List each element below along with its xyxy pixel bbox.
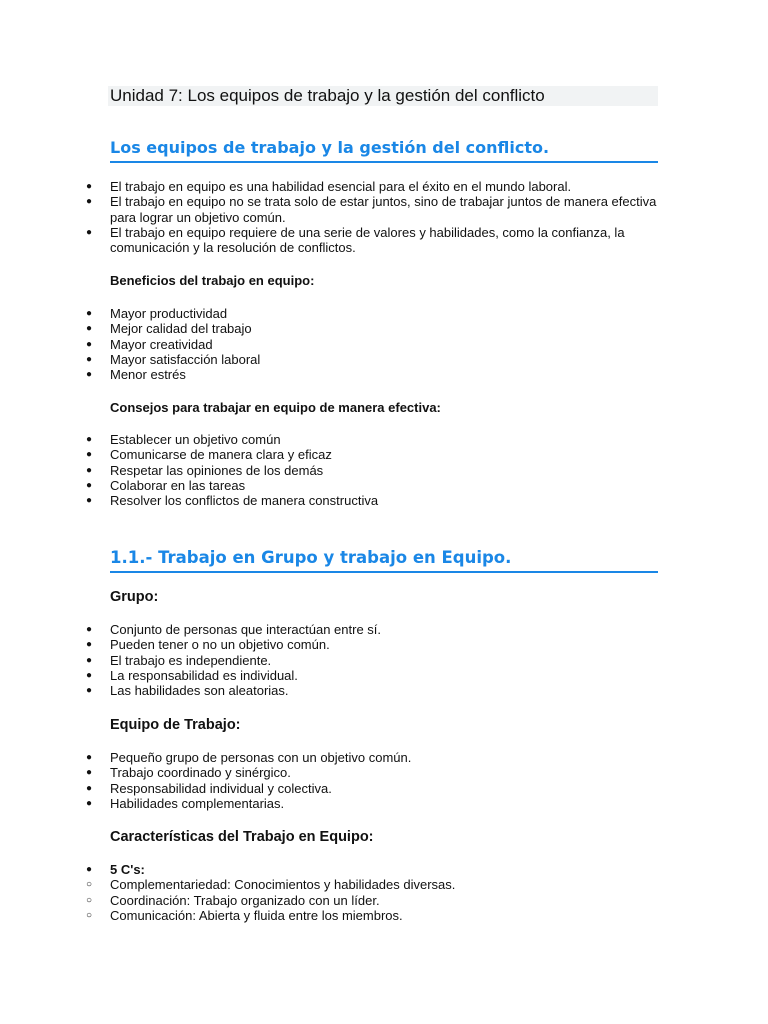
list-item: ● Colaborar en las tareas [86, 477, 246, 493]
bullet-icon: ● [86, 479, 93, 491]
list-item: ● La responsabilidad es individual. [86, 667, 298, 683]
team-list [0, 750, 768, 811]
bullet-icon: ● [86, 767, 93, 779]
list-item: ● El trabajo es independiente. [86, 652, 272, 668]
bullet-icon: ● [86, 654, 93, 666]
bullet-icon: ● [86, 797, 93, 809]
section-heading-equipos: Los equipos de trabajo y la gestión del conflicto. [110, 138, 658, 163]
list-item: ● Establecer un objetivo común [86, 432, 281, 447]
hollow-bullet-icon: ○ [86, 879, 93, 891]
bullet-icon: ● [86, 752, 93, 763]
list-item: ● El trabajo en equipo requiere de una serie de valores y habilidades, como la confianza, la comunicación y la resolución de conflictos. [86, 224, 625, 256]
bullet-icon: ● [86, 624, 93, 635]
bullet-icon: ● [86, 369, 93, 381]
bullet-icon: ● [86, 226, 93, 238]
bullet-icon: ● [86, 181, 93, 192]
benefits-list [0, 306, 768, 382]
group-list [0, 622, 768, 698]
list-item: ● Respetar las opiniones de los demás [86, 462, 324, 478]
unit-title: Unidad 7: Los equipos de trabajo y la gestión del conflicto [110, 86, 545, 105]
list-item: ● Comunicarse de manera clara y eficaz [86, 447, 332, 463]
list-item: ● Pueden tener o no un objetivo común. [86, 637, 330, 653]
benefits-label: Beneficios del trabajo en equipo: [110, 273, 315, 288]
list-item: ● Mayor satisfacción laboral [86, 351, 261, 367]
list-item: ● Responsabilidad individual y colectiva. [86, 780, 332, 796]
bullet-icon: ● [86, 196, 93, 208]
bullet-icon: ● [86, 782, 93, 794]
bullet-icon: ● [86, 323, 93, 335]
list-item: ○ Complementariedad: Conocimientos y habilidades diversas. [86, 877, 456, 893]
bullet-icon: ● [86, 353, 93, 365]
list-item: ● Mayor productividad [86, 306, 228, 321]
list-item: ● Habilidades complementarias. [86, 795, 285, 811]
bullet-icon: ● [86, 864, 93, 875]
hollow-bullet-icon: ○ [86, 909, 93, 921]
list-item: ● Trabajo coordinado y sinérgico. [86, 765, 291, 781]
bullet-icon: ● [86, 685, 93, 697]
five-cs-list [0, 862, 768, 923]
list-item: ● Menor estrés [86, 367, 186, 383]
bullet-icon: ● [86, 434, 93, 445]
list-item: ○ Comunicación: Abierta y fluida entre los miembros. [86, 907, 403, 923]
list-item: ● Mayor creatividad [86, 336, 213, 352]
list-item: ○ Coordinación: Trabajo organizado con un líder. [86, 892, 380, 908]
intro-list [0, 179, 768, 255]
list-item: ● Conjunto de personas que interactúan entre sí. [86, 622, 382, 637]
bullet-icon: ● [86, 669, 93, 681]
tips-list [0, 432, 768, 508]
list-item: ● Mejor calidad del trabajo [86, 321, 252, 337]
bullet-icon: ● [86, 464, 93, 476]
hollow-bullet-icon: ○ [86, 894, 93, 906]
list-item: ● 5 C's: [86, 862, 145, 877]
list-item: ● Pequeño grupo de personas con un objetivo común. [86, 750, 412, 765]
bullet-icon: ● [86, 639, 93, 651]
list-item: ● El trabajo en equipo es una habilidad esencial para el éxito en el mundo laboral. [86, 179, 572, 194]
tips-label: Consejos para trabajar en equipo de manera efectiva: [110, 400, 441, 415]
list-item: ● Las habilidades son aleatorias. [86, 683, 289, 699]
list-item: ● Resolver los conflictos de manera constructiva [86, 493, 379, 509]
bullet-icon: ● [86, 338, 93, 350]
bullet-icon: ● [86, 495, 93, 507]
bullet-icon: ● [86, 308, 93, 319]
group-label: Grupo: [110, 589, 159, 605]
team-label: Equipo de Trabajo: [110, 717, 241, 733]
section-heading-grupo-equipo: 1.1.- Trabajo en Grupo y trabajo en Equipo. [110, 548, 658, 573]
features-label: Características del Trabajo en Equipo: [110, 829, 374, 845]
bullet-icon: ● [86, 449, 93, 461]
list-item: ● El trabajo en equipo no se trata solo de estar juntos, sino de trabajar juntos de manera efectiva para lograr un objetivo común. [86, 194, 657, 225]
